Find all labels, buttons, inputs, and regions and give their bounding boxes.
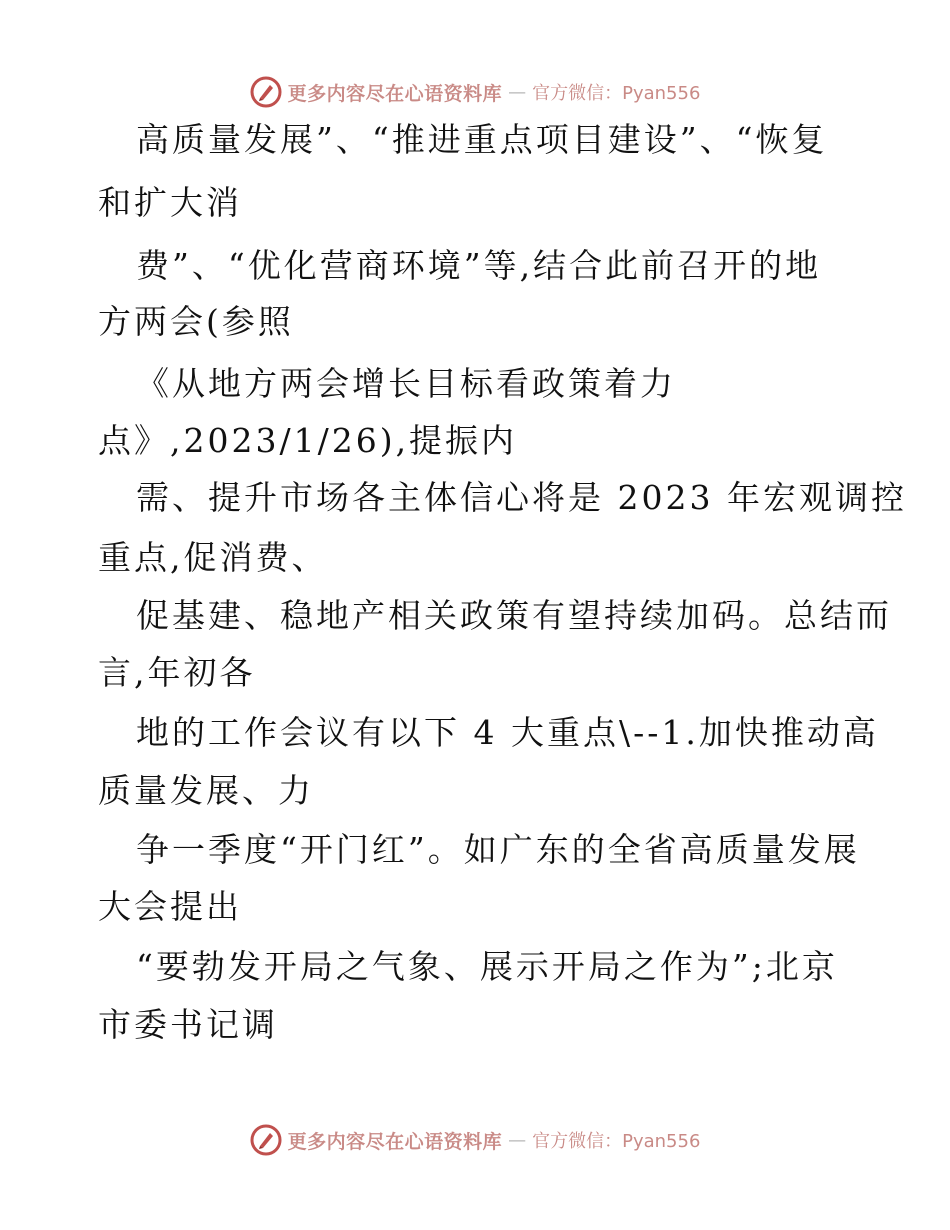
text-line: 地的工作会议有以下 4 大重点\--1.加快推动高 [136, 713, 879, 752]
text-line: 方两会(参照 [98, 302, 294, 341]
text-line: 言,年初各 [98, 653, 256, 692]
text-line: 需、提升市场各主体信心将是 2023 年宏观调控 [136, 478, 907, 517]
text-line: 争一季度“开门红”。如广东的全省高质量发展 [136, 830, 860, 869]
text-line: “要勃发开局之气象、展示开局之作为”;北京 [136, 947, 838, 986]
text-line: 点》,2023/1/26),提振内 [98, 421, 518, 460]
watermark-main-text: 更多内容尽在心语资料库 [287, 82, 503, 105]
text-line: 促基建、稳地产相关政策有望持续加码。总结而 [136, 596, 892, 635]
watermark-separator: — [508, 1129, 527, 1151]
footer-watermark [0, 1120, 950, 1160]
text-line: 《从地方两会增长目标看政策着力 [136, 364, 676, 403]
text-line: 费”、“优化营商环境”等,结合此前召开的地 [136, 246, 822, 285]
text-line: 重点,促消费、 [98, 538, 328, 577]
watermark-separator: — [508, 81, 527, 103]
watermark-wechat-text: 官方微信：Pyan556 [532, 83, 701, 104]
text-line: 高质量发展”、“推进重点项目建设”、“恢复 [136, 120, 828, 159]
watermark-wechat-text: 官方微信：Pyan556 [532, 1131, 701, 1152]
text-line: 大会提出 [98, 887, 242, 926]
header-watermark [0, 72, 950, 112]
watermark-main-text: 更多内容尽在心语资料库 [287, 1130, 503, 1153]
text-line: 质量发展、力 [98, 771, 314, 810]
pen-nib-circle-icon [250, 1124, 282, 1156]
text-line: 市委书记调 [98, 1005, 278, 1044]
pen-nib-circle-icon [250, 76, 282, 108]
text-line: 和扩大消 [98, 183, 242, 222]
